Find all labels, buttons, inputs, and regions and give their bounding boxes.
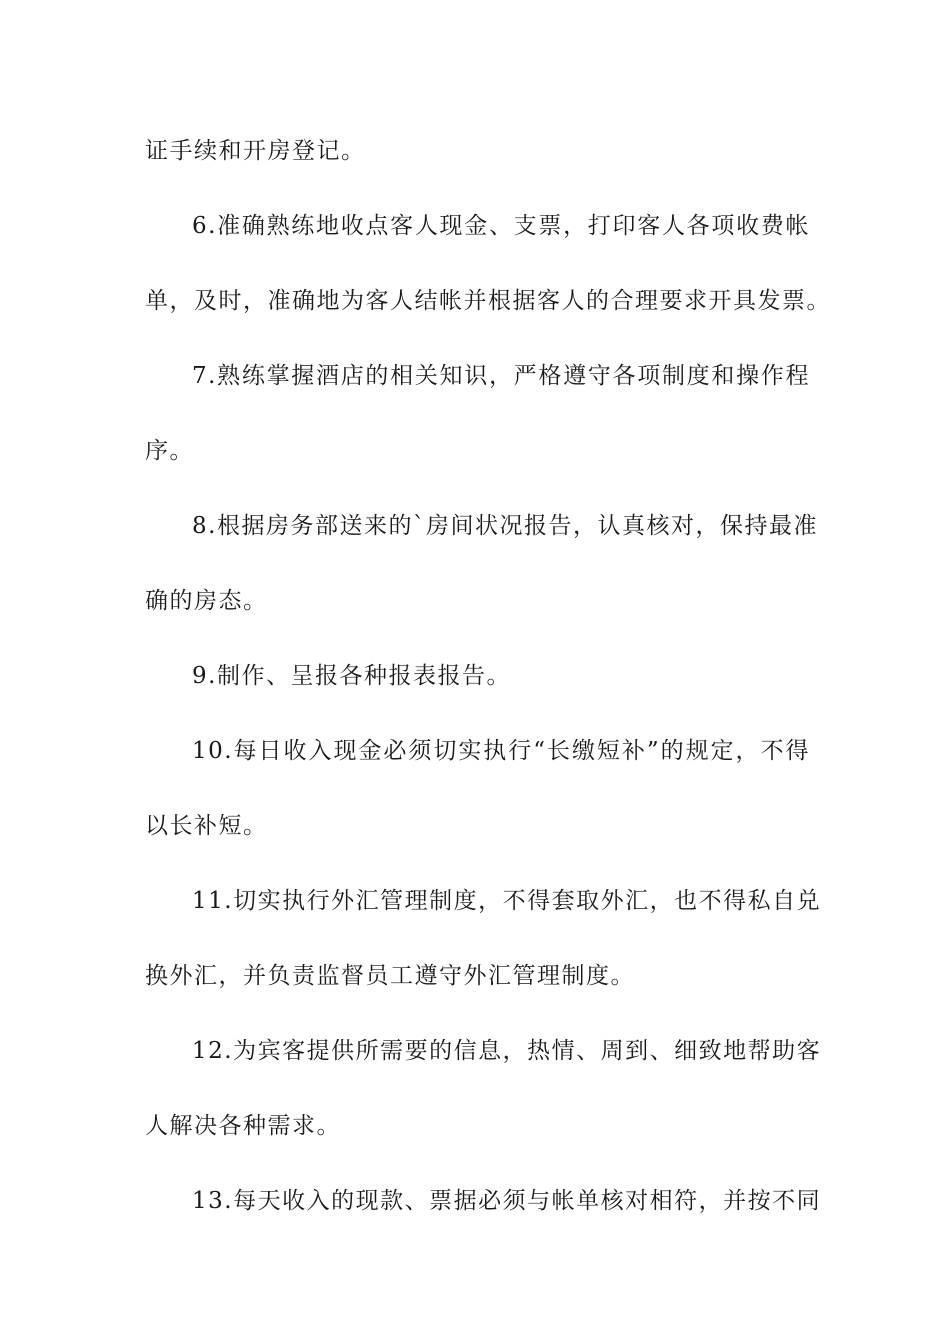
paragraph-7-line-1: 7.熟练掌握酒店的相关知识，严格遵守各项制度和操作程	[192, 363, 810, 389]
paragraph-7-line-2: 序。	[145, 438, 194, 464]
paragraph-8-line-1: 8.根据房务部送来的`房间状况报告，认真核对，保持最准	[192, 513, 818, 539]
paragraph-12-line-1: 12.为宾客提供所需要的信息，热情、周到、细致地帮助客	[192, 1038, 822, 1064]
paragraph-12-line-2: 人解决各种需求。	[145, 1113, 341, 1139]
paragraph-6-line-2: 单，及时，准确地为客人结帐并根据客人的合理要求开具发票。	[145, 288, 831, 314]
paragraph-9-line-1: 9.制作、呈报各种报表报告。	[192, 663, 511, 689]
paragraph-11-line-1: 11.切实执行外汇管理制度，不得套取外汇，也不得私自兑	[192, 888, 822, 914]
paragraph-6-line-1: 6.准确熟练地收点客人现金、支票，打印客人各项收费帐	[192, 213, 810, 239]
paragraph-10-line-2: 以长补短。	[145, 813, 268, 839]
paragraph-8-line-2: 确的房态。	[145, 588, 268, 614]
paragraph-5-continuation: 证手续和开房登记。	[145, 138, 366, 164]
paragraph-11-line-2: 换外汇，并负责监督员工遵守外汇管理制度。	[145, 963, 635, 989]
paragraph-13-line-1: 13.每天收入的现款、票据必须与帐单核对相符，并按不同	[192, 1188, 822, 1214]
paragraph-10-line-1: 10.每日收入现金必须切实执行“长缴短补”的规定，不得	[192, 738, 810, 764]
